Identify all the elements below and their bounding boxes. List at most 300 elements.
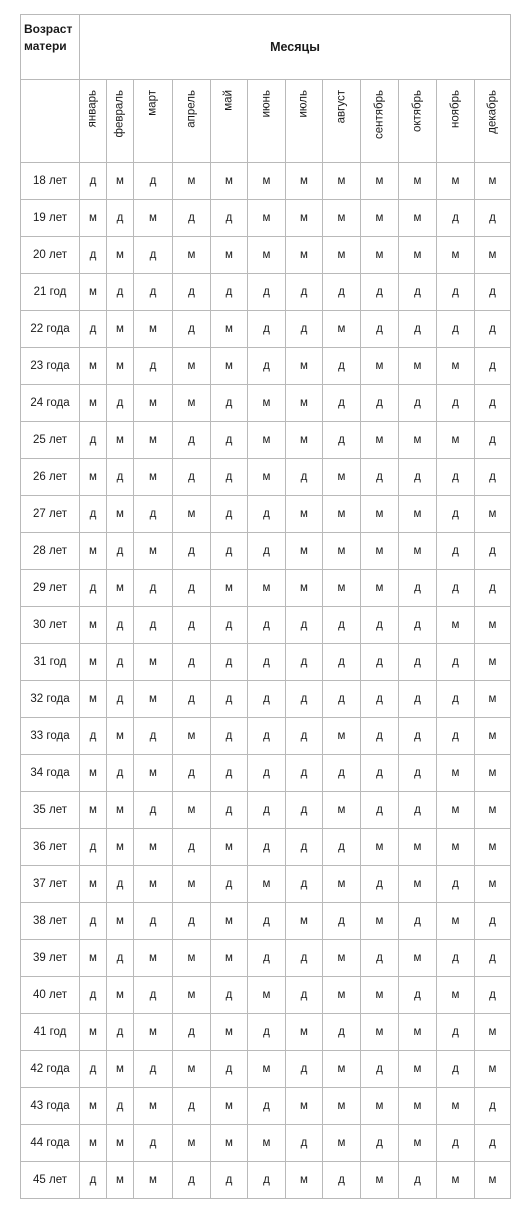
gender-cell: м — [286, 570, 323, 607]
gender-cell: м — [248, 977, 286, 1014]
gender-cell: д — [361, 274, 399, 311]
gender-cell: м — [437, 977, 475, 1014]
gender-cell: д — [173, 274, 211, 311]
table-row — [21, 533, 511, 570]
gender-cell: д — [211, 422, 248, 459]
gender-cell: д — [248, 1088, 286, 1125]
month-label: октябрь — [410, 90, 423, 133]
gender-cell: д — [134, 903, 173, 940]
gender-cell: м — [475, 792, 511, 829]
gender-cell: м — [399, 1088, 437, 1125]
gender-cell: м — [323, 792, 361, 829]
gender-cell: д — [248, 644, 286, 681]
gender-cell: м — [211, 570, 248, 607]
age-cell: 24 года — [21, 385, 80, 422]
gender-cell: д — [286, 866, 323, 903]
month-label: август — [334, 90, 347, 124]
gender-cell: м — [437, 348, 475, 385]
gender-cell: д — [475, 348, 511, 385]
gender-cell: м — [399, 1014, 437, 1051]
table-row — [21, 681, 511, 718]
gender-cell: д — [323, 644, 361, 681]
table-row — [21, 977, 511, 1014]
gender-cell: м — [361, 977, 399, 1014]
gender-cell: д — [248, 755, 286, 792]
gender-cell: д — [211, 792, 248, 829]
table-row — [21, 644, 511, 681]
month-label: январь — [86, 90, 99, 128]
gender-cell: м — [323, 237, 361, 274]
gender-cell: м — [107, 977, 134, 1014]
gender-cell: м — [475, 644, 511, 681]
gender-cell: д — [361, 792, 399, 829]
gender-cell: м — [80, 755, 107, 792]
gender-cell: д — [286, 940, 323, 977]
month-header-cell — [361, 80, 399, 163]
gender-cell: м — [134, 422, 173, 459]
gender-cell: д — [286, 311, 323, 348]
gender-cell: м — [323, 1051, 361, 1088]
month-label: апрель — [184, 90, 197, 128]
gender-cell: д — [134, 1125, 173, 1162]
gender-cell: д — [80, 496, 107, 533]
gender-cell: д — [437, 681, 475, 718]
table-row — [21, 237, 511, 274]
gender-cell: д — [134, 348, 173, 385]
gender-cell: м — [475, 1051, 511, 1088]
gender-cell: м — [80, 607, 107, 644]
gender-cell: м — [475, 866, 511, 903]
gender-cell: д — [134, 792, 173, 829]
month-label: сентябрь — [372, 90, 385, 139]
gender-cell: д — [107, 1014, 134, 1051]
gender-cell: м — [248, 200, 286, 237]
gender-cell: д — [80, 829, 107, 866]
gender-cell: д — [475, 422, 511, 459]
gender-cell: м — [286, 533, 323, 570]
gender-cell: м — [80, 792, 107, 829]
gender-cell: м — [211, 237, 248, 274]
gender-cell: д — [248, 829, 286, 866]
gender-cell: д — [107, 940, 134, 977]
gender-cell: д — [475, 1088, 511, 1125]
age-cell: 36 лет — [21, 829, 80, 866]
month-label: июнь — [259, 90, 272, 118]
gender-cell: м — [323, 163, 361, 200]
table-row — [21, 200, 511, 237]
gender-cell: м — [107, 348, 134, 385]
gender-cell: д — [107, 607, 134, 644]
gender-cell: д — [437, 533, 475, 570]
gender-cell: д — [323, 274, 361, 311]
gender-cell: д — [80, 1162, 107, 1199]
months-header: Месяцы — [80, 15, 511, 80]
age-cell: 34 года — [21, 755, 80, 792]
gender-cell: д — [399, 718, 437, 755]
month-label: ноябрь — [448, 90, 461, 128]
gender-cell: д — [286, 681, 323, 718]
gender-cell: д — [361, 681, 399, 718]
gender-cell: д — [173, 422, 211, 459]
gender-cell: д — [107, 866, 134, 903]
gender-cell: д — [437, 274, 475, 311]
gender-cell: д — [80, 311, 107, 348]
gender-cell: м — [211, 1125, 248, 1162]
gender-cell: д — [107, 755, 134, 792]
gender-cell: м — [248, 422, 286, 459]
mother-age-header: Возраст матери — [21, 15, 80, 80]
gender-cell: м — [361, 422, 399, 459]
gender-cell: д — [399, 274, 437, 311]
gender-cell: д — [248, 718, 286, 755]
gender-cell: д — [173, 681, 211, 718]
table-row — [21, 570, 511, 607]
age-cell: 44 года — [21, 1125, 80, 1162]
gender-cell: м — [437, 1162, 475, 1199]
gender-cell: м — [475, 237, 511, 274]
age-cell: 31 год — [21, 644, 80, 681]
age-cell: 18 лет — [21, 163, 80, 200]
gender-cell: д — [399, 459, 437, 496]
gender-cell: м — [80, 459, 107, 496]
table-row — [21, 1051, 511, 1088]
age-cell: 30 лет — [21, 607, 80, 644]
gender-cell: д — [475, 570, 511, 607]
gender-cell: д — [107, 644, 134, 681]
gender-cell: д — [134, 163, 173, 200]
gender-cell: м — [248, 385, 286, 422]
gender-cell: м — [286, 200, 323, 237]
gender-cell: м — [248, 570, 286, 607]
gender-cell: д — [173, 1014, 211, 1051]
gender-cell: д — [323, 422, 361, 459]
gender-cell: м — [361, 348, 399, 385]
gender-cell: д — [286, 718, 323, 755]
gender-cell: д — [211, 755, 248, 792]
table-row — [21, 1088, 511, 1125]
gender-cell: д — [437, 644, 475, 681]
gender-cell: м — [286, 385, 323, 422]
gender-cell: м — [134, 866, 173, 903]
gender-cell: д — [80, 570, 107, 607]
gender-cell: д — [211, 718, 248, 755]
gender-cell: м — [475, 718, 511, 755]
gender-cell: д — [211, 385, 248, 422]
gender-cell: д — [211, 1051, 248, 1088]
gender-cell: д — [475, 200, 511, 237]
gender-cell: м — [323, 570, 361, 607]
gender-cell: д — [399, 755, 437, 792]
gender-cell: м — [361, 237, 399, 274]
gender-cell: д — [437, 718, 475, 755]
gender-cell: д — [134, 607, 173, 644]
gender-cell: д — [248, 311, 286, 348]
gender-cell: м — [134, 533, 173, 570]
gender-cell: д — [475, 940, 511, 977]
table-row — [21, 422, 511, 459]
gender-cell: д — [248, 940, 286, 977]
gender-cell: д — [437, 200, 475, 237]
gender-cell: м — [173, 385, 211, 422]
table-row — [21, 385, 511, 422]
month-header-cell — [286, 80, 323, 163]
gender-cell: д — [134, 570, 173, 607]
gender-cell: д — [211, 459, 248, 496]
gender-cell: д — [173, 829, 211, 866]
gender-cell: м — [323, 200, 361, 237]
gender-cell: д — [437, 311, 475, 348]
gender-cell: д — [399, 311, 437, 348]
gender-cell: д — [80, 237, 107, 274]
month-header-cell — [107, 80, 134, 163]
gender-cell: д — [475, 1125, 511, 1162]
gender-cell: д — [475, 385, 511, 422]
gender-cell: д — [286, 644, 323, 681]
gender-cell: д — [399, 385, 437, 422]
gender-cell: м — [80, 644, 107, 681]
gender-cell: д — [323, 903, 361, 940]
gender-cell: м — [475, 829, 511, 866]
month-names-row — [21, 80, 511, 163]
gender-cell: д — [399, 570, 437, 607]
gender-cell: м — [286, 496, 323, 533]
gender-cell: д — [173, 533, 211, 570]
gender-cell: м — [173, 1125, 211, 1162]
gender-cell: м — [248, 163, 286, 200]
month-header-cell — [399, 80, 437, 163]
age-cell: 37 лет — [21, 866, 80, 903]
table-row — [21, 311, 511, 348]
gender-cell: д — [173, 200, 211, 237]
gender-cell: м — [475, 1162, 511, 1199]
gender-cell: м — [323, 1088, 361, 1125]
gender-cell: м — [134, 755, 173, 792]
gender-cell: д — [211, 1162, 248, 1199]
gender-cell: д — [248, 1014, 286, 1051]
gender-cell: м — [361, 496, 399, 533]
gender-cell: д — [437, 1051, 475, 1088]
table-row — [21, 496, 511, 533]
gender-cell: д — [475, 977, 511, 1014]
gender-cell: м — [323, 940, 361, 977]
gender-cell: м — [475, 681, 511, 718]
age-cell: 25 лет — [21, 422, 80, 459]
gender-cell: д — [80, 1051, 107, 1088]
gender-cell: м — [323, 866, 361, 903]
gender-cell: д — [134, 718, 173, 755]
gender-cell: м — [437, 163, 475, 200]
gender-cell: д — [437, 496, 475, 533]
gender-cell: м — [211, 163, 248, 200]
gender-cell: д — [286, 755, 323, 792]
gender-cell: д — [211, 644, 248, 681]
gender-cell: д — [80, 163, 107, 200]
gender-cell: д — [211, 977, 248, 1014]
header-row — [21, 15, 511, 80]
gender-cell: м — [399, 422, 437, 459]
gender-cell: д — [211, 200, 248, 237]
gender-cell: м — [361, 200, 399, 237]
gender-cell: д — [399, 903, 437, 940]
gender-cell: д — [134, 496, 173, 533]
gender-cell: м — [248, 237, 286, 274]
table-row — [21, 274, 511, 311]
table-row — [21, 903, 511, 940]
gender-cell: д — [134, 1051, 173, 1088]
gender-cell: д — [475, 903, 511, 940]
gender-cell: м — [80, 385, 107, 422]
gender-cell: м — [323, 718, 361, 755]
gender-cell: м — [286, 163, 323, 200]
gender-cell: д — [134, 274, 173, 311]
gender-cell: д — [437, 385, 475, 422]
gender-cell: д — [323, 607, 361, 644]
gender-cell: м — [80, 681, 107, 718]
table-row — [21, 348, 511, 385]
age-cell: 40 лет — [21, 977, 80, 1014]
gender-cell: д — [173, 459, 211, 496]
gender-cell: д — [475, 311, 511, 348]
gender-cell: м — [286, 1088, 323, 1125]
gender-cell: д — [286, 829, 323, 866]
gender-cell: м — [173, 940, 211, 977]
gender-cell: м — [211, 1088, 248, 1125]
gender-cell: м — [107, 570, 134, 607]
gender-cell: д — [437, 459, 475, 496]
gender-cell: д — [107, 459, 134, 496]
gender-cell: м — [361, 1162, 399, 1199]
gender-cell: м — [286, 903, 323, 940]
gender-cell: м — [399, 348, 437, 385]
gender-cell: д — [399, 1162, 437, 1199]
gender-cell: д — [107, 385, 134, 422]
gender-cell: м — [399, 829, 437, 866]
gender-cell: м — [399, 163, 437, 200]
gender-cell: м — [437, 829, 475, 866]
table-row — [21, 829, 511, 866]
gender-cell: м — [475, 1014, 511, 1051]
gender-cell: д — [107, 274, 134, 311]
gender-cell: д — [399, 977, 437, 1014]
gender-cell: д — [286, 607, 323, 644]
table-row — [21, 1014, 511, 1051]
gender-cell: д — [361, 1125, 399, 1162]
gender-cell: м — [286, 1162, 323, 1199]
gender-cell: м — [173, 866, 211, 903]
gender-cell: д — [361, 755, 399, 792]
table-wrapper — [20, 14, 511, 1199]
gender-cell: д — [286, 792, 323, 829]
gender-cell: д — [399, 792, 437, 829]
age-cell: 28 лет — [21, 533, 80, 570]
gender-cell: м — [173, 718, 211, 755]
month-label: декабрь — [485, 90, 498, 134]
age-cell: 21 год — [21, 274, 80, 311]
empty-corner-cell — [21, 80, 80, 163]
gender-cell: д — [361, 644, 399, 681]
month-label: июль — [297, 90, 310, 118]
gender-cell: д — [80, 903, 107, 940]
gender-cell: д — [173, 607, 211, 644]
gender-cell: д — [399, 644, 437, 681]
gender-cell: м — [361, 829, 399, 866]
gender-cell: д — [211, 681, 248, 718]
gender-cell: м — [211, 311, 248, 348]
table-row — [21, 755, 511, 792]
gender-cell: м — [475, 163, 511, 200]
gender-cell: м — [107, 903, 134, 940]
gender-cell: д — [80, 718, 107, 755]
table-row — [21, 940, 511, 977]
gender-cell: м — [361, 163, 399, 200]
gender-cell: д — [437, 1125, 475, 1162]
table-row — [21, 607, 511, 644]
month-label: февраль — [113, 90, 126, 138]
gender-cell: м — [323, 1125, 361, 1162]
gender-cell: д — [173, 311, 211, 348]
gender-cell: д — [323, 681, 361, 718]
gender-cell: м — [80, 1125, 107, 1162]
gender-cell: д — [323, 755, 361, 792]
gender-cell: м — [399, 1125, 437, 1162]
gender-cell: д — [107, 200, 134, 237]
gender-cell: д — [361, 459, 399, 496]
gender-cell: м — [437, 607, 475, 644]
gender-cell: д — [248, 496, 286, 533]
gender-cell: д — [80, 977, 107, 1014]
table-row — [21, 792, 511, 829]
gender-cell: д — [173, 1088, 211, 1125]
gender-cell: м — [173, 348, 211, 385]
age-cell: 32 года — [21, 681, 80, 718]
gender-cell: д — [286, 1051, 323, 1088]
gender-cell: м — [80, 940, 107, 977]
gender-cell: м — [80, 348, 107, 385]
gender-cell: м — [134, 940, 173, 977]
gender-cell: д — [248, 792, 286, 829]
gender-cell: д — [107, 533, 134, 570]
gender-cell: д — [134, 237, 173, 274]
month-header-cell — [80, 80, 107, 163]
gender-cell: м — [286, 1014, 323, 1051]
gender-cell: м — [361, 903, 399, 940]
gender-cell: д — [248, 681, 286, 718]
gender-cell: м — [107, 1051, 134, 1088]
gender-cell: д — [286, 1125, 323, 1162]
gender-cell: д — [323, 1162, 361, 1199]
gender-cell: м — [323, 311, 361, 348]
month-header-cell — [173, 80, 211, 163]
month-header-cell — [211, 80, 248, 163]
gender-cell: м — [107, 422, 134, 459]
age-cell: 42 года — [21, 1051, 80, 1088]
gender-cell: м — [286, 422, 323, 459]
gender-cell: д — [173, 570, 211, 607]
gender-cell: д — [248, 607, 286, 644]
gender-cell: м — [173, 496, 211, 533]
gender-cell: д — [323, 1014, 361, 1051]
gender-cell: м — [399, 1051, 437, 1088]
gender-cell: м — [211, 903, 248, 940]
gender-cell: м — [134, 459, 173, 496]
gender-cell: м — [286, 237, 323, 274]
gender-cell: м — [437, 903, 475, 940]
gender-cell: м — [399, 866, 437, 903]
gender-cell: д — [173, 1162, 211, 1199]
gender-cell: м — [437, 1088, 475, 1125]
gender-cell: м — [437, 422, 475, 459]
gender-cell: м — [134, 1014, 173, 1051]
